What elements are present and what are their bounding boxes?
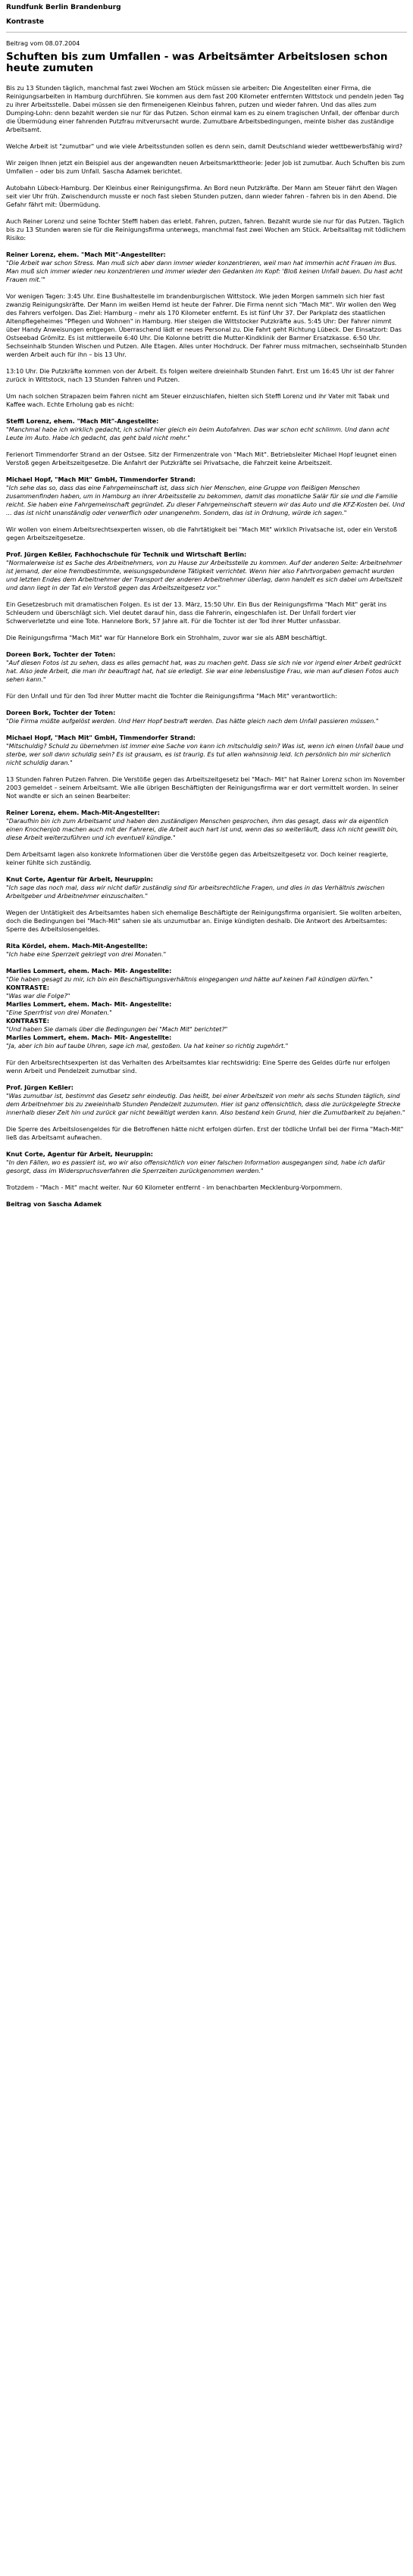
article-block bbox=[6, 392, 407, 409]
quote: "Ja, aber ich bin auf taube Uhren, sage ich mal, gestoßen. Ua hat keiner so richtig zugehört." bbox=[6, 1043, 289, 1049]
speaker-label: Michael Hopf, "Mach Mit" GmbH, Timmendorfer Strand: bbox=[6, 476, 196, 483]
speaker-label: Reiner Lorenz, ehem. "Mach Mit"-Angestellter: bbox=[6, 251, 166, 258]
article-block bbox=[6, 84, 407, 134]
article-block bbox=[6, 159, 407, 176]
paragraph: Bis zu 13 Stunden täglich, manchmal fast zwei Wochen am Stück müssen sie arbeiten: Die Angestellten einer Firma, die Reinigungsarbeiten in Hamburg durchführen. Sie kommen aus dem fast 200 Kilometer entfernten Wittstock und pendeln jeden Tag zu ihrer Arbeitsstelle. Dabei müssen sie den firmeneigenen Kleinbus fahren, putzen und wieder fahren. Und das alles zum Dumping-Lohn: denn bezahlt werden sie nur für das Putzen. Schon einmal kam es zu einem tragischen Unfall, der offenbar durch die Übermüdung einer fahrenden Putzfrau mitverursacht wurde. Zumutbare Arbeitsbedingungen, meinte bisher das zuständige Arbeitsamt. bbox=[6, 85, 404, 133]
article-block bbox=[6, 875, 407, 900]
article-block bbox=[6, 292, 407, 359]
article-block bbox=[6, 184, 407, 209]
article-block bbox=[6, 850, 407, 867]
paragraph: Die Reinigungsfirma "Mach Mit" war für Hannelore Bork ein Strohhalm, zuvor war sie als ABM beschäftigt. bbox=[6, 635, 327, 641]
quote: "Daraufhin bin ich zum Arbeitsamt und haben den zuständigen Menschen gesprochen, ihm das gesagt, dass wir da eigentlich einen Knochenjob machen auch mit der Fahrerei, die Arbeit auch hart ist und, wenn das so weiterläuft, dass ich nicht gewillt bin, diese Arbeit weiterzuführen und ich eventuell kündige." bbox=[6, 818, 399, 841]
page bbox=[0, 0, 413, 1213]
paragraph: Dem Arbeitsamt lagen also konkrete Informationen über die Verstöße gegen das Arbeitszeitgesetz vor. Doch keiner reagierte, keiner fühlte sich zuständig. bbox=[6, 851, 389, 866]
article-block bbox=[6, 942, 407, 959]
paragraph: 13:10 Uhr. Die Putzkräfte kommen von der Arbeit. Es folgen weitere dreieinhalb Stunden Fahrt. Erst um 16:45 Uhr ist der Fahrer zurück in Wittstock, nach 13 Stunden Fahren und Putzen. bbox=[6, 368, 395, 383]
program-name: Kontraste bbox=[6, 18, 44, 26]
article-block bbox=[6, 1125, 407, 1142]
paragraph: 13 Stunden Fahren Putzen Fahren. Die Verstöße gegen das Arbeitszeitgesetz bei "Mach- Mit" hat Rainer Lorenz schon im November 2003 gemeldet – seinem Arbeitsamt. Wie alle übrigen Beschäftigten der Reinigungsfirma war er dort vermittelt worden. In seiner Not wandte er sich an seinen Bearbeiter: bbox=[6, 776, 405, 800]
header-divider bbox=[6, 32, 407, 33]
article-block bbox=[6, 367, 407, 384]
quote: "Und haben Sie damals über die Bedingungen bei "Mach Mit" berichtet?" bbox=[6, 1026, 228, 1033]
speaker-label: Marlies Lommert, ehem. Mach- Mit- Angestellte: bbox=[6, 968, 172, 975]
quote: "Ich sehe das so, dass das eine Fahrgemeinschaft ist, dass sich hier Menschen, eine Gruppe von fleißigen Menschen zusammenfinden haben, um in Hamburg an ihrer Arbeitsstelle zu bekommen, damit das monatliche Salär für sie und die Familie reicht. Sie haben eine Fahrgemeinschaft gegründet. Zu dieser Fahrgemeinschaft steuern wir das Auto und die KFZ-Kosten bei. Und ... das ist nicht unanständig oder verwerflich oder unangenehm. Sondern, das ist in Ordnung, würde ich sagen." bbox=[6, 485, 405, 516]
article-block bbox=[6, 692, 407, 700]
quote: "Was zumutbar ist, bestimmt das Gesetz sehr eindeutig. Das heißt, bei einer Arbeitszeit von mehr als sechs Stunden täglich, sind dem Arbeitnehmer bis zu zweieinhalb Stunden Pendelzeit zuzumuten. Hier ist ganz offensichtlich, dass die zurückgelegte Strecke innerhalb dieser Zeit hin und zurück gar nicht bewältigt werden kann. Also bestand kein Grund, hier die Zumutbarkeit zu bejahen." bbox=[6, 1093, 405, 1116]
paragraph: Vor wenigen Tagen: 3:45 Uhr. Eine Bushaltestelle im brandenburgischen Wittstock. Wie jeden Morgen sammeln sich hier fast zwanzig Reinigungskräfte. Der Mann im weißen Hemd ist heute der Fahrer. Die Firma nennt sich "Mach Mit". Wir wollen den Weg des Fahrers verfolgen. Das Ziel: Hamburg – mehr als 170 Kilometer entfernt. Es ist fünf Uhr 37. Der Parkplatz des staatlichen Altenpflegeheimes "Pflegen und Wohnen" in Hamburg. Hier steigen die Wittstocker Putzkräfte aus. 5:45 Uhr: Der Fahrer nimmt über Handy Anweisungen entgegen. Überraschend lädt er neues Personal zu. Die Fahrt geht Richtung Lübeck. Der Einsatzort: Das Ostseebad Grömitz. Es ist mittlerweile 6:40 Uhr. Die Kolonne betritt die Mutter-Kindklinik der Barmer Ersatzkasse. 6:50 Uhr. Sechseinhalb Stunden Wischen und Putzen. Alle Etagen. Alles unter Hochdruck. Der Fahrer muss mitmachen, sechseinhalb Stunden werden Arbeit auch für ihn – bis 13 Uhr. bbox=[6, 293, 407, 358]
article-block bbox=[6, 550, 407, 592]
speaker-label: Marlies Lommert, ehem. Mach- Mit- Angestellte: bbox=[6, 1001, 172, 1008]
paragraph: Wir zeigen Ihnen jetzt ein Beispiel aus der angewandten neuen Arbeitsmarkttheorie: Jeder Job ist zumutbar. Auch Schuften bis zum Umfallen – oder bis zum Unfall. Sascha Adamek berichtet. bbox=[6, 160, 405, 175]
quote: "Eine Sperrfrist von drei Monaten." bbox=[6, 1009, 112, 1016]
paragraph: Ferienort Timmendorfer Strand an der Ostsee. Sitz der Firmenzentrale von "Mach Mit". Betriebsleiter Michael Hopf leugnet einen Verstoß gegen Arbeitszeitgesetze. Die Anfahrt der Putzkräfte sei Privatsache, die Fahrzeit keine Arbeitszeit. bbox=[6, 451, 397, 466]
article-block bbox=[6, 525, 407, 542]
paragraph: Um nach solchen Strapazen beim Fahren nicht am Steuer einzuschlafen, hielten sich Steffi Lorenz und ihr Vater mit Tabak und Kaffee wach. Echte Erholung gab es nicht: bbox=[6, 393, 390, 408]
article-block bbox=[6, 142, 407, 151]
article-block bbox=[6, 217, 407, 242]
paragraph: Für den Unfall und für den Tod ihrer Mutter macht die Tochter die Reinigungsfirma "Mach Mit" verantwortlich: bbox=[6, 693, 337, 700]
article-block bbox=[6, 600, 407, 625]
quote: "Mitschuldig? Schuld zu übernehmen ist immer eine Sache von kann ich mitschuldig sein? Was ist, wenn ich einen Unfall baue und sterbe, wer soll dann schuldig sein? Es ist grausam, es ist traurig. Es tut allen wahnsinnig leid. Ich persönlich bin mir sicherlich nicht schuldig daran." bbox=[6, 743, 404, 766]
paragraph: Die Sperre des Arbeitslosengeldes für die Betroffenen hätte nicht erfolgen dürfen. Erst der tödliche Unfall bei der Firma "Mach-Mit" ließ das Arbeitsamt aufwachen. bbox=[6, 1126, 404, 1141]
speaker-label: KONTRASTE: bbox=[6, 1018, 50, 1024]
speaker-label: Rita Kördel, ehem. Mach-Mit-Angestellte: bbox=[6, 943, 148, 950]
article-block bbox=[6, 775, 407, 800]
speaker-label: Knut Corte, Agentur für Arbeit, Neuruppin: bbox=[6, 1151, 154, 1158]
quote: "In den Fällen, wo es passiert ist, wo wir also offensichtlich von einer falschen Information ausgegangen sind, habe ich dafür gesorgt, dass im Widerspruchsverfahren die Sperrzeiten zurückgenommen werden." bbox=[6, 1159, 386, 1174]
speaker-label: Prof. Jürgen Keßler, Fachhochschule für Technik und Wirtschaft Berlin: bbox=[6, 551, 247, 558]
article-body bbox=[6, 84, 407, 1192]
article-block bbox=[6, 1084, 407, 1117]
speaker-label: KONTRASTE: bbox=[6, 984, 50, 991]
quote: "Die haben gesagt zu mir, ich bin ein Beschäftigungsverhältnis eingegangen und hätte auf keinen Fall kündigen dürfen." bbox=[6, 976, 373, 983]
article-block bbox=[6, 809, 407, 842]
article-block bbox=[6, 1150, 407, 1175]
paragraph: Wir wollen von einem Arbeitsrechtsexperten wissen, ob die Fahrtätigkeit bei "Mach Mit" wirklich Privatsache ist, oder ein Verstoß gegen Arbeitszeitgesetze. bbox=[6, 526, 397, 541]
article-block bbox=[6, 451, 407, 467]
speaker-label: Doreen Bork, Tochter der Toten: bbox=[6, 651, 116, 658]
paragraph: Ein Gesetzesbruch mit dramatischen Folgen. Es ist der 13. März, 15:50 Uhr. Ein Bus der Reinigungsfirma "Mach Mit" gerät ins Schleudern und überschlägt sich. Viel deutet darauf hin, dass die Fahrerin, eingeschlafen ist. Der Unfall fordert vier Schwerverletzte und eine Tote. Hannelore Bork, 57 Jahre alt. Für die Tochter ist der Tod ihrer Mutter unfassbar. bbox=[6, 601, 387, 625]
quote: "Auf diesen Fotos ist zu sehen, dass es alles gemacht hat, was zu machen geht. Dass sie sich nie vor irgend einer Arbeit gedrückt hat. Also jede Arbeit, die man ihr beauftragt hat, hat sie erledigt. Sie war eine lebenslustige Frau, wie man auf diesen Fotos auch sehen kann." bbox=[6, 660, 402, 683]
quote: "Was war die Folge?" bbox=[6, 993, 70, 1000]
quote: "Normalerweise ist es Sache des Arbeitnehmers, von zu Hause zur Arbeitsstelle zu kommen. Auf der anderen Seite: Arbeitnehmer ist jemand, der eine fremdbestimmte, weisungsgebundene Tätigkeit verrichtet. Wenn hier also Fahrtvorgaben gemacht wurden und letzten Endes dem Arbeitnehmer der Transport der anderen Arbeitnehmer überlag, dann handelt es sich dabei um Arbeitszeit und dann liegt in der Tat ein Verstoß gegen das Arbeitszeitgesetz vor." bbox=[6, 560, 402, 591]
paragraph: Autobahn Lübeck-Hamburg. Der Kleinbus einer Reinigungsfirma. An Bord neun Putzkräfte. Der Mann am Steuer fährt den Wagen seit vier Uhr früh. Zwischendurch musste er noch fast sieben Stunden putzen, dann wieder fahren - fahren bis in den Abend. Die Gefahr fährt mit: Übermüdung. bbox=[6, 185, 398, 208]
article-block bbox=[6, 417, 407, 442]
byline: Beitrag von Sascha Adamek bbox=[6, 1201, 102, 1208]
organization-name: Rundfunk Berlin Brandenburg bbox=[6, 4, 121, 11]
article-block bbox=[6, 1184, 407, 1192]
speaker-label: Prof. Jürgen Keßler: bbox=[6, 1084, 74, 1091]
article-block bbox=[6, 476, 407, 517]
article-block bbox=[6, 967, 407, 1050]
paragraph: Trotzdem - "Mach - Mit" macht weiter. Nur 60 Kilometer entfernt - im benachbarten Mecklenburg-Vorpommern. bbox=[6, 1184, 343, 1191]
article-title: Schuften bis zum Umfallen - was Arbeitsämter Arbeitslosen schon heute zumuten bbox=[6, 51, 388, 74]
article-block bbox=[6, 734, 407, 767]
quote: "Die Arbeit war schon Stress. Man muß sich aber dann immer wieder konzentrieren, weil man hat immerhin acht Frauen im Bus. Man muß sich immer wieder neu konzentrieren und immer wieder den Gedanken im Kopf: 'Bloß keinen Unfall bauen. Du hast acht Frauen mit.'" bbox=[6, 260, 403, 283]
quote: "Die Firma müßte aufgelöst werden. Und Herr Hopf bestraft werden. Das hätte gleich nach dem Unfall passieren müssen." bbox=[6, 718, 379, 725]
article-block bbox=[6, 634, 407, 642]
quote: "Manchmal habe ich wirklich gedacht, ich schlaf hier gleich ein beim Autofahren. Das war schon echt schlimm. Und dann acht Leute im Auto. Habe ich gedacht, das geht bald nicht mehr." bbox=[6, 426, 390, 441]
article-block bbox=[6, 909, 407, 934]
quote: "Ich habe eine Sperrzeit gekriegt von drei Monaten." bbox=[6, 951, 167, 958]
article-block bbox=[6, 650, 407, 684]
paragraph: Welche Arbeit ist "zumutbar" und wie viele Arbeitsstunden sollen es denn sein, damit Deutschland wieder wettbewerbsfähig wird? bbox=[6, 143, 402, 150]
speaker-label: Steffi Lorenz, ehem. "Mach Mit"-Angestellte: bbox=[6, 418, 159, 425]
speaker-label: Michael Hopf, "Mach Mit" GmbH, Timmendorfer Strand: bbox=[6, 734, 196, 741]
speaker-label: Doreen Bork, Tochter der Toten: bbox=[6, 709, 116, 716]
speaker-label: Knut Corte, Agentur für Arbeit, Neuruppin: bbox=[6, 876, 154, 883]
paragraph: Auch Reiner Lorenz und seine Tochter Steffi haben das erlebt. Fahren, putzen, fahren. Bezahlt wurde sie nur für das Putzen. Täglich bis zu 13 Stunden waren sie für die Reinigungsfirma unterwegs, manchmal fast zwei Wochen am Stück. Arbeitsalltag mit tödlichem Risiko: bbox=[6, 218, 406, 242]
date-line: Beitrag vom 08.07.2004 bbox=[6, 40, 80, 47]
article-block bbox=[6, 251, 407, 284]
paragraph: Für den Arbeitsrechtsexperten ist das Verhalten des Arbeitsamtes klar rechtswidrig: Eine Sperre des Geldes dürfe nur erfolgen wenn Arbeit und Pendelzeit zumutbar sind. bbox=[6, 1059, 390, 1074]
paragraph: Wegen der Untätigkeit des Arbeitsamtes haben sich ehemalige Beschäftigte der Reinigungsfirma organisiert. Sie wollten arbeiten, doch die Bedingungen bei "Mach-Mit" sahen sie als unzumutbar an. Einige kündigten deshalb. Die Antwort des Arbeitsamtes: Sperre des Arbeitslosengeldes. bbox=[6, 909, 402, 933]
article-block bbox=[6, 709, 407, 725]
speaker-label: Marlies Lommert, ehem. Mach- Mit- Angestellte: bbox=[6, 1034, 172, 1041]
speaker-label: Reiner Lorenz, ehem. Mach-Mit-Angestellter: bbox=[6, 809, 160, 816]
article-block bbox=[6, 1059, 407, 1075]
quote: "Ich sage das noch mal, dass wir nicht dafür zuständig sind für arbeitsrechtliche Fragen, und dies in das Verhältnis zwischen Arbeitgeber und Arbeitnehmer einzuschalten." bbox=[6, 884, 385, 900]
